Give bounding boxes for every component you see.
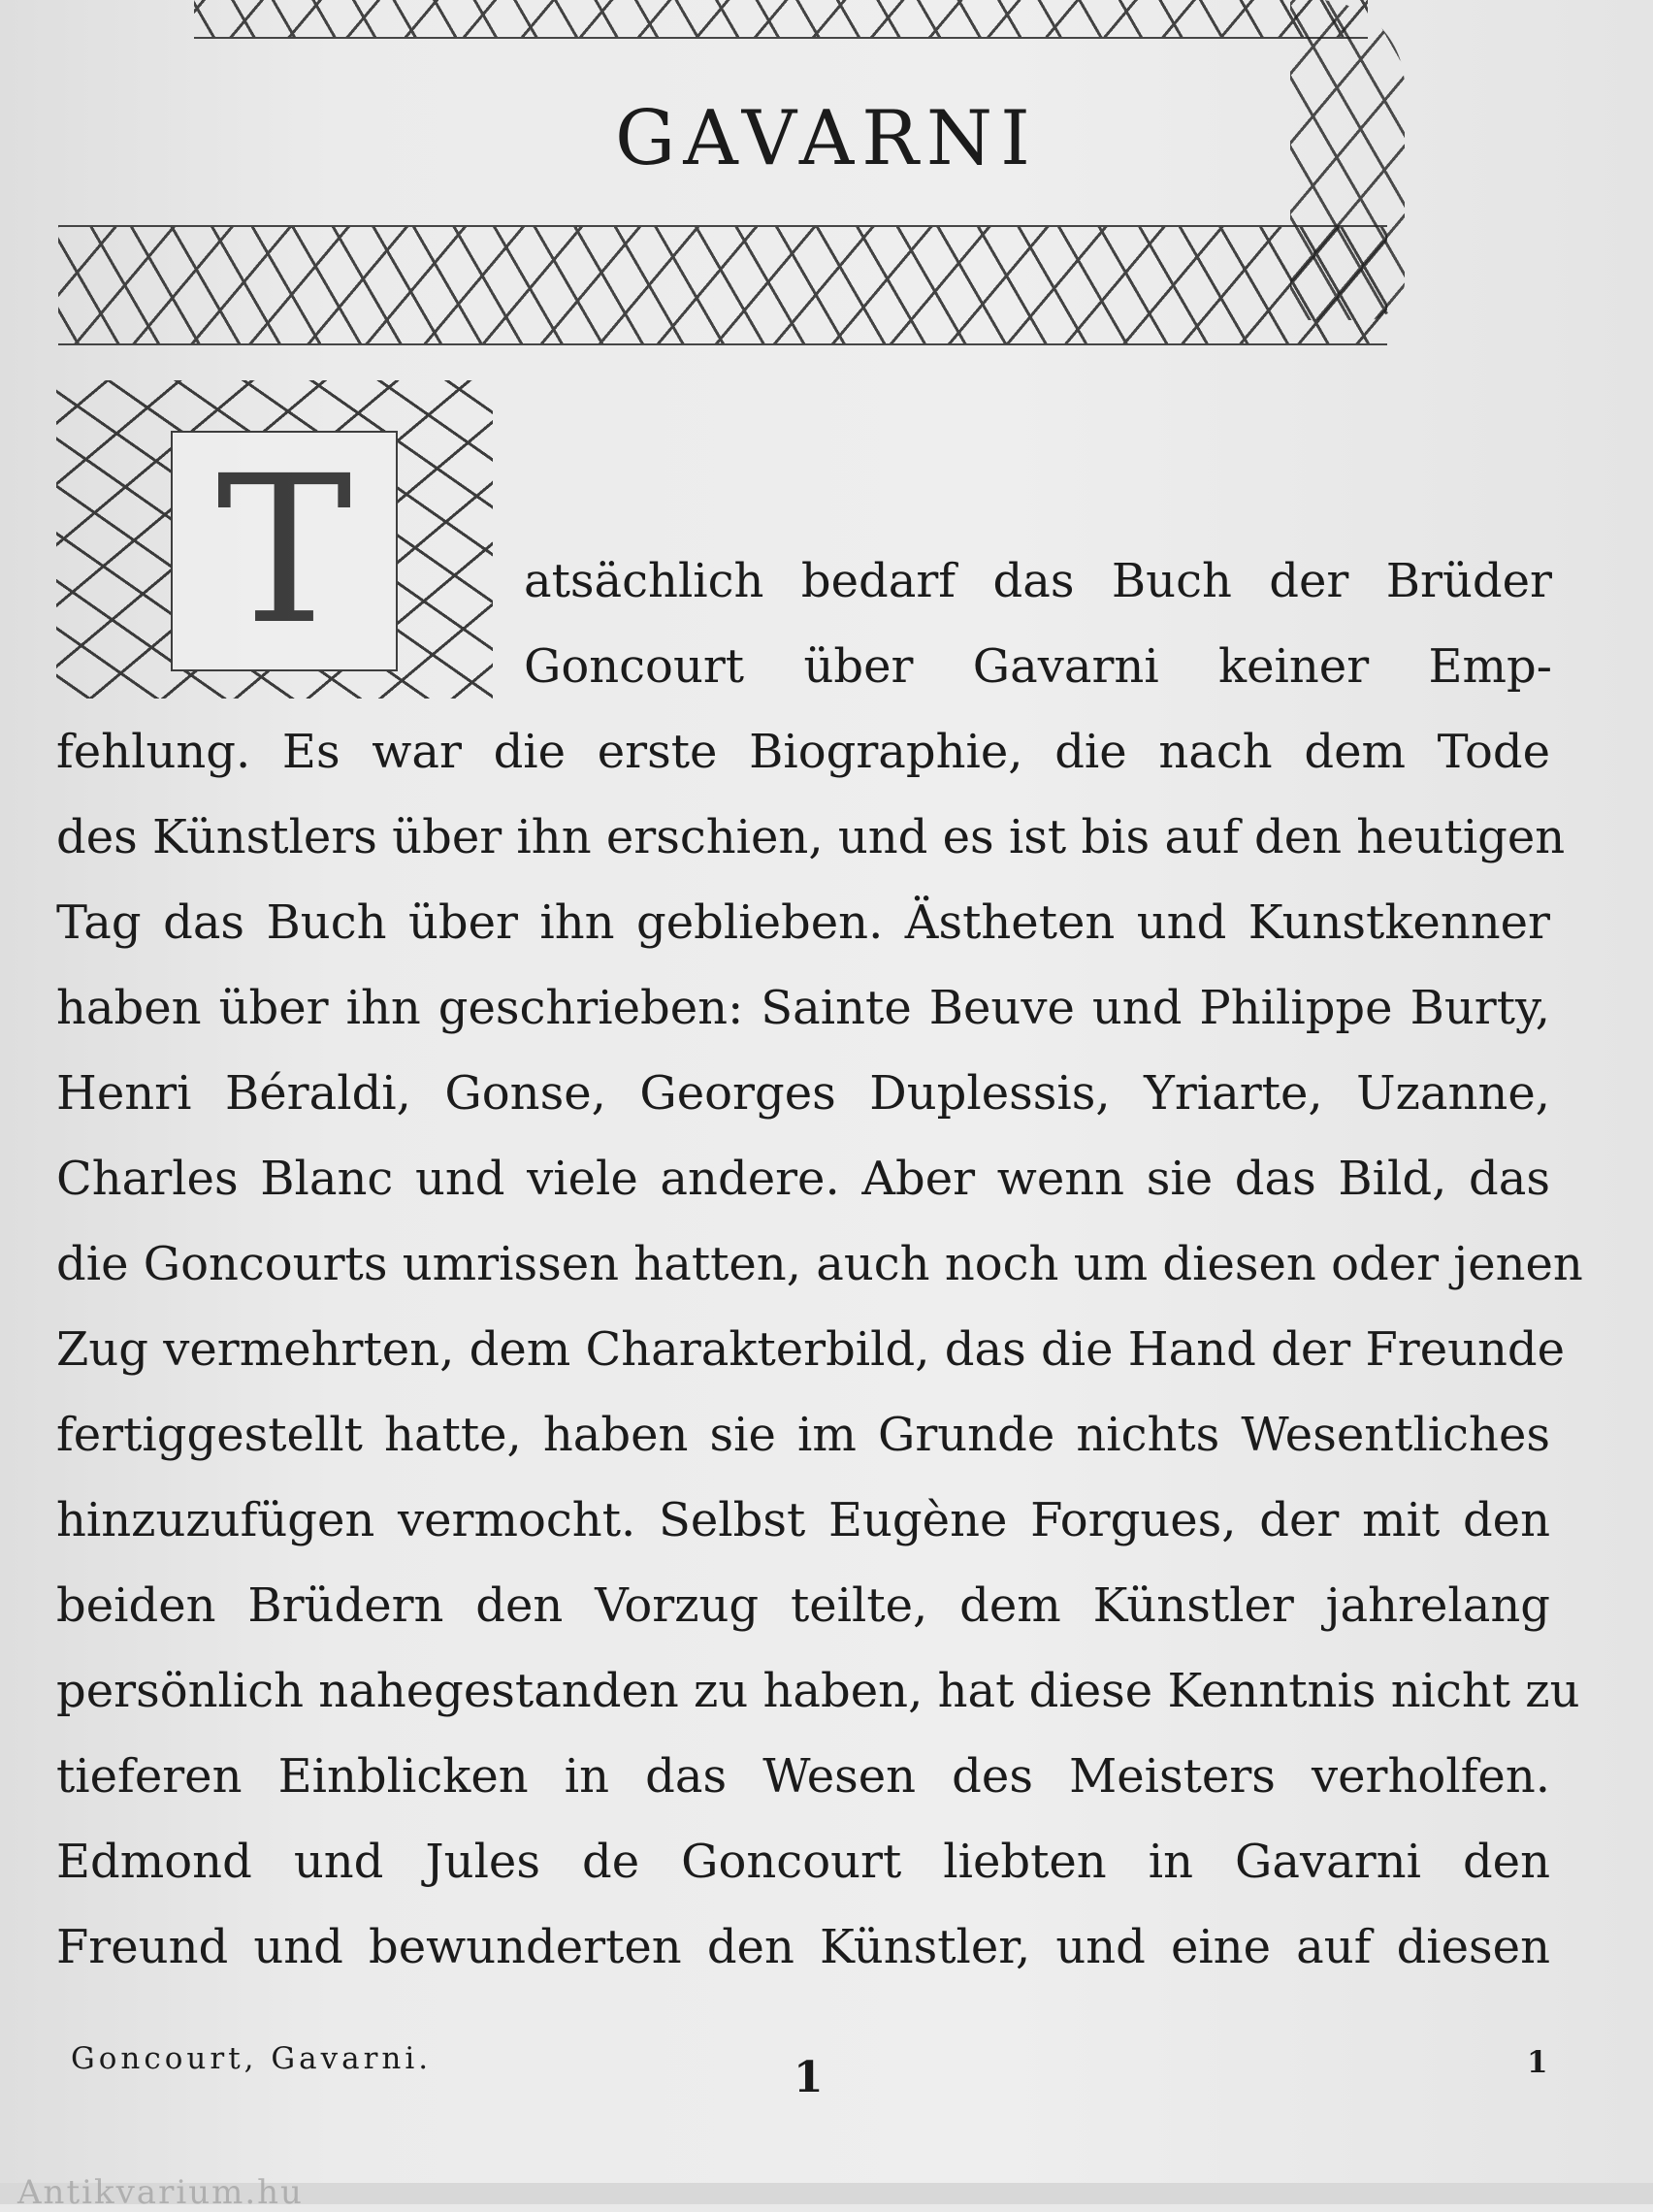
watermark-text: Antikvarium.hu — [17, 2173, 304, 2212]
text-line: persönlich nahegestanden zu haben, hat diese Kenntnis nicht zu — [56, 1664, 1580, 1718]
text-line: fertiggestellt hatte, haben sie im Grunde nichts Wesentliches — [56, 1408, 1550, 1462]
text-line: die Goncourts umrissen hatten, auch noch um diesen oder jenen — [56, 1237, 1583, 1291]
text-line: fehlung. Es war die erste Biographie, die nach dem Tode — [56, 725, 1550, 779]
text-line: Freund und bewunderten den Künstler, und eine auf diesen — [56, 1920, 1550, 1974]
decorative-dancers-border-middle — [58, 225, 1387, 345]
text-line: Goncourt über Gavarni keiner Emp- — [524, 639, 1552, 694]
text-line: des Künstlers über ihn erschien, und es ist bis auf den heutigen — [56, 810, 1566, 864]
sheet-number: 1 — [794, 2053, 824, 2102]
page-number: 1 — [1527, 2045, 1548, 2080]
text-line: Zug vermehrten, dem Charakterbild, das die Hand der Freunde — [56, 1322, 1566, 1377]
text-line: Edmond und Jules de Goncourt liebten in Gavarni den — [56, 1835, 1550, 1889]
text-line: hinzuzufügen vermocht. Selbst Eugène Forgues, der mit den — [56, 1493, 1550, 1547]
text-line: tieferen Einblicken in das Wesen des Meisters verholfen. — [56, 1749, 1550, 1804]
text-line: Charles Blanc und viele andere. Aber wenn sie das Bild, das — [56, 1152, 1550, 1206]
page-title: GAVARNI — [615, 95, 1038, 182]
text-line: atsächlich bedarf das Buch der Brüder — [524, 554, 1552, 608]
text-line: haben über ihn geschrieben: Sainte Beuve und Philippe Burty, — [56, 981, 1550, 1035]
text-line: beiden Brüdern den Vorzug teilte, dem Künstler jahrelang — [56, 1578, 1550, 1633]
footer-signature: Goncourt, Gavarni. — [71, 2041, 433, 2076]
initial-letter: T — [171, 431, 398, 671]
text-line: Henri Béraldi, Gonse, Georges Duplessis, Yriarte, Uzanne, — [56, 1066, 1550, 1121]
decorative-dancers-border-top — [194, 0, 1368, 39]
decorated-initial — [56, 380, 493, 699]
text-line: Tag das Buch über ihn geblieben. Ästheten und Kunstkenner — [56, 895, 1550, 950]
